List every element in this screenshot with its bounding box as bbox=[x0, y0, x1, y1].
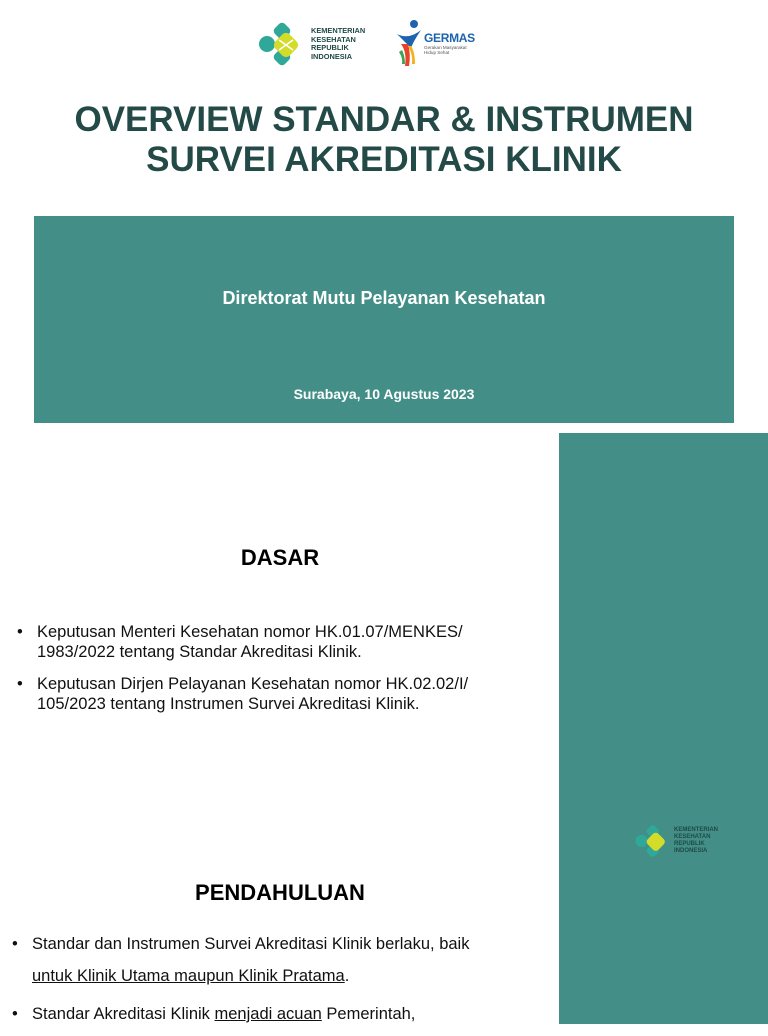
kemenkes-logo-text: KEMENTERIAN KESEHATAN REPUBLIK INDONESIA bbox=[311, 26, 366, 61]
kemenkes-logo bbox=[257, 20, 365, 68]
list-item: • Keputusan Dirjen Pelayanan Kesehatan nomor HK.02.02/I/ 105/2023 tentang Instrumen Survei Akreditasi Klinik. bbox=[15, 674, 555, 714]
dasar-heading: DASAR bbox=[240, 545, 320, 570]
kemenkes-emblem-icon bbox=[257, 20, 305, 68]
underlined-text: untuk Klinik Utama maupun Klinik Pratama bbox=[32, 967, 345, 985]
page-title bbox=[0, 100, 768, 180]
title-line-1: OVERVIEW STANDAR & INSTRUMEN bbox=[74, 100, 694, 139]
side-logo-text: KEMENTERIAN KESEHATAN REPUBLIK INDONESIA bbox=[674, 827, 719, 854]
germas-subtitle: Gerakan Masyarakat Hidup Sehat bbox=[424, 44, 467, 55]
title-line-2: SURVEI AKREDITASI KLINIK bbox=[146, 140, 622, 179]
pendahuluan-heading: PENDAHULUAN bbox=[195, 880, 365, 905]
side-panel bbox=[559, 433, 768, 1024]
germas-name: GERMAS bbox=[424, 30, 475, 45]
organization-name: Direktorat Mutu Pelayanan Kesehatan bbox=[222, 288, 546, 308]
list-item: • Standar dan Instrumen Survei Akreditasi Klinik berlaku, baik untuk Klinik Utama maupun Klinik Pratama. bbox=[10, 928, 555, 992]
underlined-text: menjadi acuan bbox=[214, 1005, 322, 1023]
event-date: Surabaya, 10 Agustus 2023 bbox=[293, 386, 475, 402]
dasar-list bbox=[15, 622, 555, 726]
germas-figure-icon bbox=[395, 18, 423, 68]
germas-logo bbox=[395, 18, 475, 68]
title-banner bbox=[34, 216, 734, 423]
pendahuluan-list bbox=[10, 928, 555, 1036]
list-item: • Keputusan Menteri Kesehatan nomor HK.01.07/MENKES/ 1983/2022 tentang Standar Akreditasi Klinik. bbox=[15, 622, 555, 662]
side-kemenkes-logo bbox=[634, 823, 718, 859]
list-item: • Standar Akreditasi Klinik menjadi acuan Pemerintah, bbox=[10, 998, 555, 1030]
kemenkes-emblem-icon bbox=[634, 823, 670, 859]
